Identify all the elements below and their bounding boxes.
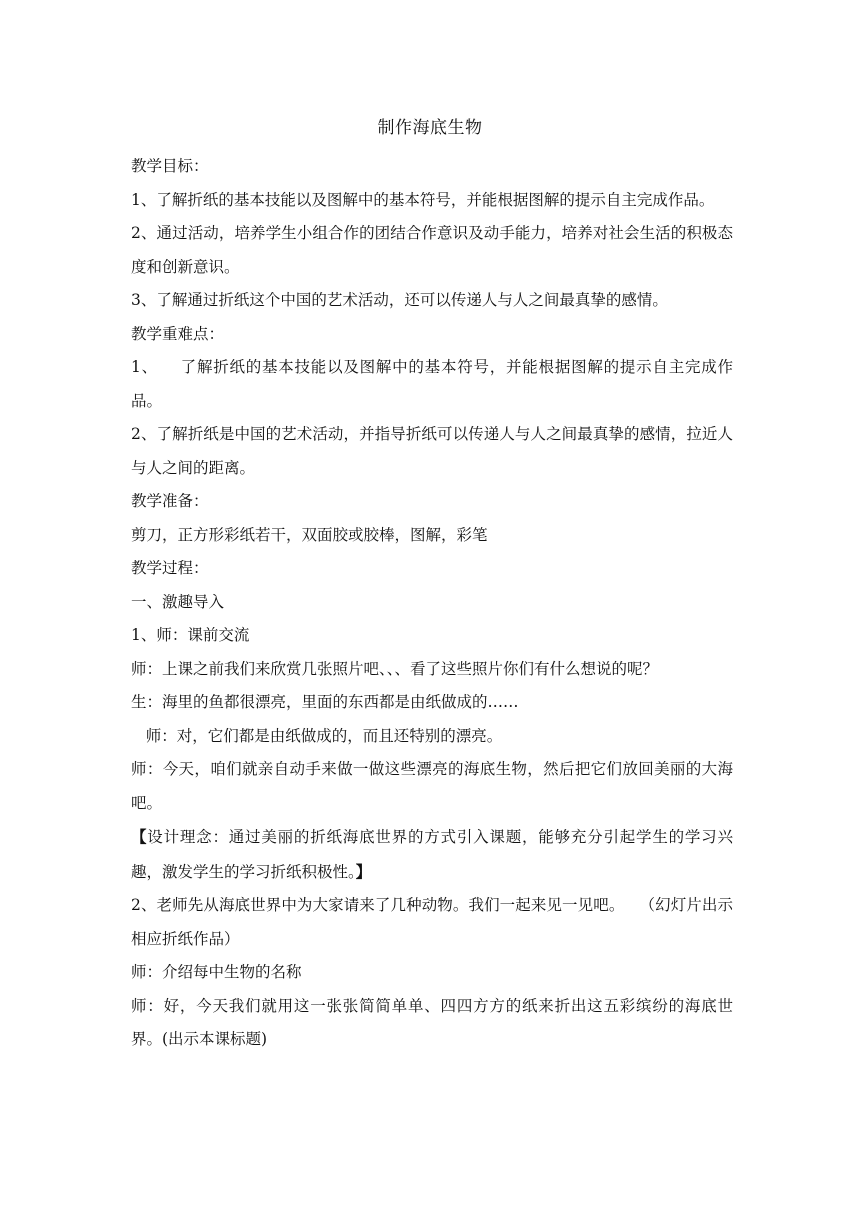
design-note-close-bracket: 】	[355, 861, 372, 881]
key-point-item: 1、 了解折纸的基本技能以及图解中的基本符号，并能根据图解的提示自主完成作品。	[131, 358, 733, 410]
document-body	[131, 150, 733, 1057]
dialog-line: 师：上课之前我们来欣赏几张照片吧、、、看了这些照片你们有什么想说的呢？	[131, 659, 659, 678]
dialog-line: 师：好，今天我们就用这一张张简简单单、四四方方的纸来折出这五彩缤纷的海底世界。(出示本课标题)	[131, 996, 733, 1048]
preparation-heading: 教学准备：	[131, 492, 209, 510]
step-heading: 一、激趣导入	[131, 592, 225, 611]
design-note	[131, 820, 733, 889]
dialog-line: 师：对，它们都是由纸做成的，而且还特别的漂亮。	[131, 726, 503, 745]
design-note-open-bracket: 【	[131, 827, 148, 846]
step-item: 2、老师先从海底世界中为大家请来了几种动物。我们一起来见一见吧。 （幻灯片出示相应折纸作品）	[131, 896, 733, 948]
objective-item: 3、了解通过折纸这个中国的艺术活动，还可以传递人与人之间最真挚的感情。	[131, 291, 668, 309]
process-heading: 教学过程：	[131, 559, 209, 577]
step-item: 1、师：课前交流	[131, 626, 250, 644]
dialog-line: 生：海里的鱼都很漂亮，里面的东西都是由纸做成的……	[131, 693, 519, 711]
objective-item: 2、通过活动，培养学生小组合作的团结合作意识及动手能力，培养对社会生活的积极态度和创新意识。	[131, 224, 733, 276]
key-point-item: 2、了解折纸是中国的艺术活动，并指导折纸可以传递人与人之间最真挚的感情，拉近人与人之间的距离。	[131, 425, 733, 477]
key-points-heading: 教学重难点：	[131, 324, 225, 343]
design-note-text: 设计理念：通过美丽的折纸海底世界的方式引入课题，能够充分引起学生的学习兴趣，激发学生的学习折纸积极性。	[131, 828, 733, 881]
objectives-heading: 教学目标：	[131, 157, 209, 175]
dialog-line: 师：今天，咱们就亲自动手来做一做这些漂亮的海底生物，然后把它们放回美丽的大海吧。	[131, 760, 733, 812]
preparation-items: 剪刀，正方形彩纸若干，双面胶或胶棒，图解，彩笔	[131, 525, 488, 544]
dialog-line: 师：介绍每中生物的名称	[131, 963, 302, 981]
document-title: 制作海底生物	[377, 118, 483, 138]
objective-item: 1、了解折纸的基本技能以及图解中的基本符号，并能根据图解的提示自主完成作品。	[131, 190, 715, 209]
